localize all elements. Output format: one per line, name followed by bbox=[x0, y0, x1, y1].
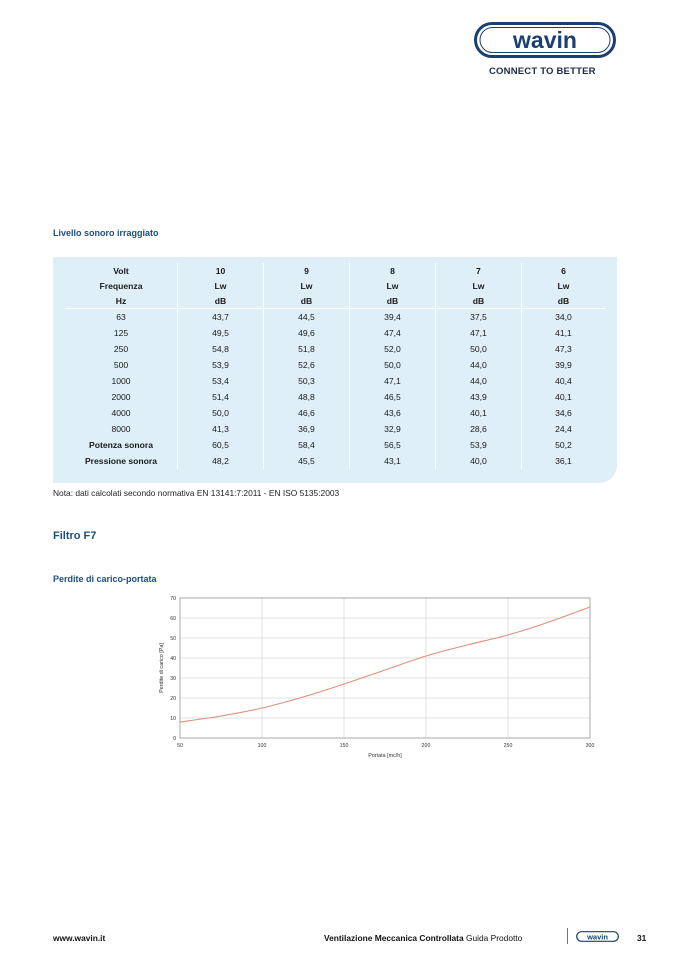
table-cell: 39,4 bbox=[349, 309, 435, 326]
row-label: Pressione sonora bbox=[84, 456, 158, 466]
table-header-cell: Lw bbox=[263, 278, 349, 293]
table-header-cell: dB bbox=[521, 293, 605, 309]
table-cell: 44,5 bbox=[263, 309, 349, 326]
table-cell: 47,4 bbox=[349, 325, 435, 341]
table-cell: 52,0 bbox=[349, 341, 435, 357]
table-header-cell: dB bbox=[435, 293, 521, 309]
table-cell: 47,1 bbox=[435, 325, 521, 341]
row-label: 63 bbox=[116, 312, 126, 322]
table-cell: 47,3 bbox=[521, 341, 605, 357]
y-tick-label: 60 bbox=[170, 616, 176, 622]
table-cell: 34,0 bbox=[521, 309, 605, 326]
table-cell: 49,6 bbox=[263, 325, 349, 341]
table-header-cell: 9 bbox=[263, 263, 349, 278]
table-note: Nota: dati calcolati secondo normativa EN 13141:7:2011 - EN ISO 5135:2003 bbox=[53, 488, 340, 498]
table-cell: 46,5 bbox=[349, 389, 435, 405]
table-header-row bbox=[65, 263, 605, 278]
x-axis-label: Portata [mc/h] bbox=[368, 753, 402, 759]
footer-url[interactable]: www.wavin.it bbox=[53, 933, 106, 943]
series-line bbox=[180, 607, 590, 722]
footer-logo-text: wavin bbox=[587, 932, 608, 942]
table-header-cell: 10 bbox=[178, 263, 264, 278]
row-label: 4000 bbox=[111, 408, 131, 418]
x-tick-label: 100 bbox=[257, 743, 267, 749]
table-cell: 51,4 bbox=[178, 389, 264, 405]
table-header-cell: dB bbox=[263, 293, 349, 309]
footer-doc-title bbox=[324, 933, 522, 943]
table-cell: 24,4 bbox=[521, 421, 605, 437]
table-cell: 45,5 bbox=[263, 453, 349, 469]
table-cell: 46,6 bbox=[263, 405, 349, 421]
y-tick-label: 30 bbox=[170, 676, 176, 682]
page-number: 31 bbox=[637, 933, 647, 943]
table-header-cell: 6 bbox=[521, 263, 605, 278]
table-cell: 60,5 bbox=[178, 437, 264, 453]
table-cell: 36,1 bbox=[521, 453, 605, 469]
plot-frame bbox=[180, 598, 590, 738]
table-row bbox=[65, 437, 605, 453]
table-cell: 50,0 bbox=[178, 405, 264, 421]
table-header-row bbox=[65, 293, 605, 309]
noise-table-container bbox=[53, 257, 617, 483]
table-cell: 36,9 bbox=[263, 421, 349, 437]
table-row bbox=[65, 341, 605, 357]
table-cell: 58,4 bbox=[263, 437, 349, 453]
table-header-cell: Volt bbox=[113, 265, 129, 276]
tagline: CONNECT TO BETTER bbox=[489, 66, 596, 77]
table-header-cell: dB bbox=[349, 293, 435, 309]
table-cell: 40,1 bbox=[521, 389, 605, 405]
pressure-drop-chart bbox=[150, 591, 600, 763]
x-tick-label: 300 bbox=[585, 743, 595, 749]
table-cell: 43,7 bbox=[178, 309, 264, 326]
x-tick-label: 150 bbox=[339, 743, 349, 749]
table-header-cell: Hz bbox=[65, 293, 178, 309]
table-header-cell: Lw bbox=[435, 278, 521, 293]
table-cell: 39,9 bbox=[521, 357, 605, 373]
row-label: 2000 bbox=[111, 392, 131, 402]
table-cell: 53,9 bbox=[178, 357, 264, 373]
x-tick-label: 50 bbox=[177, 743, 183, 749]
table-cell: 43,1 bbox=[349, 453, 435, 469]
table-header-cell: dB bbox=[178, 293, 264, 309]
table-cell: 43,9 bbox=[435, 389, 521, 405]
row-label: Potenza sonora bbox=[89, 440, 153, 450]
table-row bbox=[65, 405, 605, 421]
table-cell: 41,1 bbox=[521, 325, 605, 341]
row-label: 125 bbox=[113, 328, 129, 338]
table-cell: 52,6 bbox=[263, 357, 349, 373]
table-header-cell: Frequenza bbox=[99, 280, 143, 291]
table-header-cell: Lw bbox=[178, 278, 264, 293]
row-label: 250 bbox=[113, 344, 129, 354]
table-cell: 50,0 bbox=[435, 341, 521, 357]
table-row bbox=[65, 325, 605, 341]
table-cell: 32,9 bbox=[349, 421, 435, 437]
table-cell: 40,1 bbox=[435, 405, 521, 421]
filter-section-title: Filtro F7 bbox=[53, 530, 97, 542]
footer-doc-subtitle: Guida Prodotto bbox=[465, 933, 523, 943]
table-cell: 48,2 bbox=[178, 453, 264, 469]
table-cell: 50,2 bbox=[521, 437, 605, 453]
table-cell: 49,5 bbox=[178, 325, 264, 341]
x-tick-label: 250 bbox=[503, 743, 513, 749]
table-cell: 44,0 bbox=[435, 357, 521, 373]
table-cell: 43,6 bbox=[349, 405, 435, 421]
y-tick-label: 50 bbox=[170, 636, 176, 642]
table-cell: 51,8 bbox=[263, 341, 349, 357]
table-row bbox=[65, 357, 605, 373]
table-header-row bbox=[65, 278, 605, 293]
row-label: 8000 bbox=[111, 424, 131, 434]
table-cell: 40,4 bbox=[521, 373, 605, 389]
table-cell: 50,0 bbox=[349, 357, 435, 373]
table-row bbox=[65, 421, 605, 437]
footer-wavin-logo bbox=[576, 931, 619, 942]
noise-section-title: Livello sonoro irraggiato bbox=[53, 228, 159, 238]
table-cell: 53,9 bbox=[435, 437, 521, 453]
x-tick-label: 200 bbox=[421, 743, 431, 749]
wavin-logo bbox=[474, 22, 616, 58]
table-header-cell: Lw bbox=[349, 278, 435, 293]
logo-text: wavin bbox=[513, 27, 577, 53]
table-cell: 34,6 bbox=[521, 405, 605, 421]
y-tick-label: 70 bbox=[170, 596, 176, 602]
table-cell: 41,3 bbox=[178, 421, 264, 437]
table-header-cell: 8 bbox=[349, 263, 435, 278]
table-cell: 50,3 bbox=[263, 373, 349, 389]
table-cell: 54,8 bbox=[178, 341, 264, 357]
table-cell: 48,8 bbox=[263, 389, 349, 405]
y-tick-label: 40 bbox=[170, 656, 176, 662]
y-tick-label: 0 bbox=[173, 736, 176, 742]
table-row bbox=[65, 309, 605, 326]
table-header-cell: Lw bbox=[521, 278, 605, 293]
row-label: 500 bbox=[113, 360, 129, 370]
y-axis-label: Perdite di carico [Pa] bbox=[159, 643, 165, 693]
chart-title: Perdite di carico-portata bbox=[53, 574, 157, 584]
table-header-cell: 7 bbox=[435, 263, 521, 278]
table-cell: 47,1 bbox=[349, 373, 435, 389]
noise-table bbox=[65, 263, 605, 469]
table-cell: 44,0 bbox=[435, 373, 521, 389]
table-cell: 40,0 bbox=[435, 453, 521, 469]
y-tick-label: 20 bbox=[170, 696, 176, 702]
table-row bbox=[65, 389, 605, 405]
table-cell: 28,6 bbox=[435, 421, 521, 437]
table-row bbox=[65, 453, 605, 469]
table-cell: 56,5 bbox=[349, 437, 435, 453]
y-tick-label: 10 bbox=[170, 716, 176, 722]
table-row bbox=[65, 373, 605, 389]
table-cell: 37,5 bbox=[435, 309, 521, 326]
table-cell: 53,4 bbox=[178, 373, 264, 389]
footer-separator bbox=[567, 928, 568, 944]
footer-doc-title-main: Ventilazione Meccanica Controllata bbox=[324, 933, 464, 943]
row-label: 1000 bbox=[111, 376, 131, 386]
